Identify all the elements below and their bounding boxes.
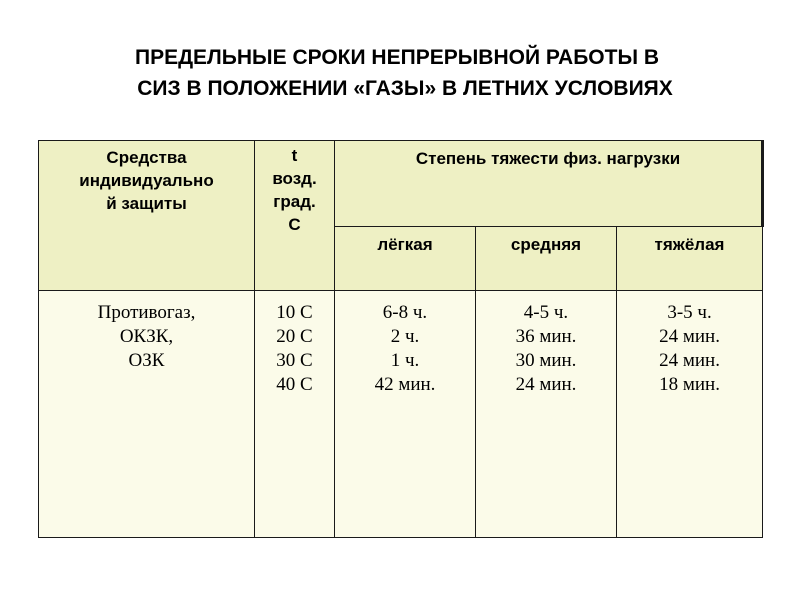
cell-line: 24 мин. — [659, 350, 720, 371]
header-load-heavy: тяжёлая — [617, 227, 763, 291]
cell-line: 18 мин. — [659, 374, 720, 395]
header-ppe-line: й защиты — [106, 194, 187, 213]
cell-line: 3-5 ч. — [667, 302, 712, 323]
header-temp-line: град. — [273, 192, 316, 211]
header-ppe-line: Средства — [106, 148, 187, 167]
cell-line: 1 ч. — [390, 350, 420, 371]
cell-line: 2 ч. — [390, 326, 420, 347]
cell-line: 6-8 ч. — [382, 302, 428, 323]
cell-medium-load-times — [476, 291, 617, 538]
title-line-1: ПРЕДЕЛЬНЫЕ СРОКИ НЕПРЕРЫВНОЙ РАБОТЫ В — [134, 46, 660, 69]
cell-line: 20 С — [276, 326, 313, 347]
cell-line: 4-5 ч. — [523, 302, 569, 323]
cell-line: 24 мин. — [515, 374, 577, 395]
header-load-light: лёгкая — [335, 227, 476, 291]
cell-line: 42 мин. — [374, 374, 436, 395]
header-temperature — [255, 141, 335, 291]
header-load-group: Степень тяжести физ. нагрузки — [335, 141, 763, 227]
slide-title — [0, 42, 800, 104]
cell-line: 24 мин. — [659, 326, 720, 347]
header-temp-line: t — [291, 146, 298, 165]
cell-line: 30 С — [276, 350, 313, 371]
cell-light-load-times — [335, 291, 476, 538]
cell-line: 30 мин. — [515, 350, 577, 371]
cell-line: Противогаз, — [97, 302, 196, 323]
norms-table — [38, 140, 764, 538]
cell-line: ОЗК — [128, 350, 165, 371]
cell-ppe-types — [39, 291, 255, 538]
cell-temperatures — [255, 291, 335, 538]
cell-line: 40 С — [276, 374, 313, 395]
header-ppe — [39, 141, 255, 291]
title-line-2: СИЗ В ПОЛОЖЕНИИ «ГАЗЫ» В ЛЕТНИХ УСЛОВИЯХ — [137, 77, 673, 100]
header-load-medium: средняя — [476, 227, 617, 291]
cell-line: 10 С — [276, 302, 313, 323]
cell-line: 36 мин. — [515, 326, 577, 347]
cell-line: ОКЗК, — [119, 326, 174, 347]
header-ppe-line: индивидуально — [79, 171, 214, 190]
header-temp-line: возд. — [272, 169, 317, 188]
cell-heavy-load-times — [617, 291, 763, 538]
header-temp-line: С — [288, 215, 301, 234]
